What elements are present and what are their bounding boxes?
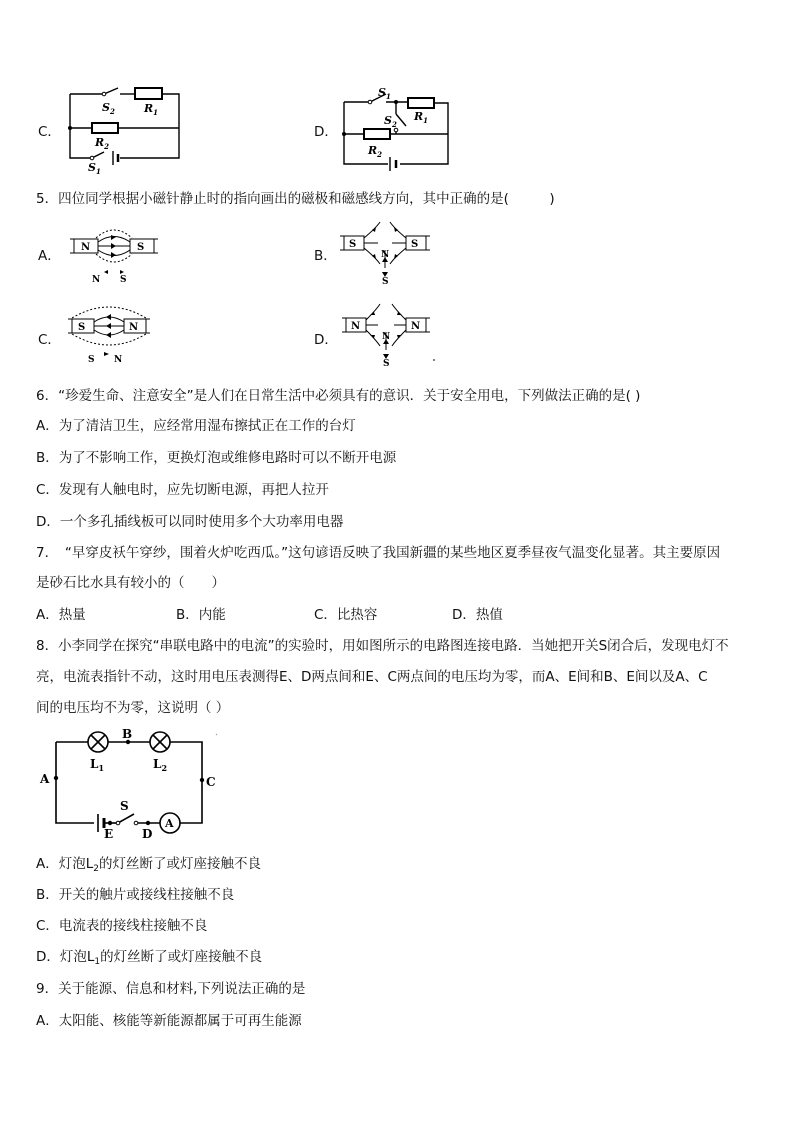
q4-circuit-d [340, 84, 455, 169]
d-s1-label: $S_1$ [378, 86, 391, 101]
d-r2-label: $R_2$ [368, 144, 383, 159]
svg-text:S: S [382, 277, 389, 287]
svg-text:S: S [411, 239, 419, 250]
svg-text:S: S [383, 359, 390, 369]
q7-stem-line1: 7． “早穿皮袄午穿纱，围着火炉吃西瓜。”这句谚语反映了我国新疆的某些地区夏季昼夜气温变化显著。其主要原因 [36, 545, 721, 561]
svg-text:S: S [88, 355, 95, 365]
point-b-label: B [122, 727, 133, 741]
q5-option-c: C． [38, 332, 61, 348]
point-a-label: A [40, 772, 50, 786]
lamp-l1-label: $L_1$ [90, 757, 105, 773]
c-s2-label: $S_2$ [102, 101, 115, 116]
q8-option-c: C．电流表的接线柱接触不良 [36, 918, 208, 934]
q9-option-a: A．太阳能、核能等新能源都属于可再生能源 [36, 1013, 302, 1029]
q8-stem-line1: 8．小李同学在探究“串联电路中的电流”的实验时，用如图所示的电路图连接电路．当她把开关S闭合后，发现电灯不 [36, 638, 729, 654]
point-c-label: C [206, 775, 216, 789]
q4-option-d-label: D． [314, 124, 338, 140]
q5-option-d: D． [314, 332, 338, 348]
q8-option-d: D．灯泡$L_1$的灯丝断了或灯座接触不良 [36, 949, 263, 967]
q5-magnet-c [64, 306, 159, 366]
q6-stem: 6．“珍爱生命、注意安全”是人们在日常生活中必须具有的意识．关于安全用电，下列做法正确的是( ) [36, 388, 641, 404]
q7-option-b: B．内能 [176, 607, 226, 623]
svg-text:N: N [81, 242, 91, 253]
q9-stem: 9．关于能源、信息和材料,下列说法正确的是 [36, 981, 306, 997]
q5-option-b: B． [314, 248, 337, 264]
switch-s-label: S [120, 799, 129, 813]
svg-text:S: S [120, 275, 127, 285]
point-d-label: D [142, 827, 153, 841]
q8-circuit-diagram [36, 728, 226, 840]
svg-text:N: N [381, 250, 390, 260]
svg-text:N: N [411, 321, 421, 332]
q8-stem-line3: 间的电压均不为零，这说明（ ） [36, 700, 230, 716]
q7-option-c: C．比热容 [314, 607, 378, 623]
q4-circuit-c [60, 78, 190, 178]
lamp-l2-label: $L_2$ [153, 757, 168, 773]
q7-option-d: D．热值 [452, 607, 503, 623]
q5-stem: 5．四位同学根据小磁针静止时的指向画出的磁极和磁感线方向，其中正确的是( ) [36, 191, 555, 207]
q5-magnet-d [340, 304, 440, 368]
q7-option-a: A．热量 [36, 607, 86, 623]
q8-option-b: B．开关的触片或接线柱接触不良 [36, 887, 235, 903]
svg-text:N: N [129, 322, 139, 333]
c-s1-label: $S_1$ [88, 161, 101, 176]
q7-stem-line2: 是砂石比水具有较小的（ ） [36, 575, 225, 591]
q6-option-a: A．为了清洁卫生，应经常用湿布擦拭正在工作的台灯 [36, 418, 356, 434]
svg-text:N: N [114, 355, 123, 365]
c-r2-label: $R_2$ [95, 136, 110, 151]
q5-magnet-b [340, 222, 435, 287]
q4-option-c-label: C． [38, 124, 61, 140]
q5-magnet-a [68, 226, 163, 286]
c-r1-label: $R_1$ [144, 102, 159, 117]
q6-option-c: C．发现有人触电时，应先切断电源，再把人拉开 [36, 482, 329, 498]
svg-text:S: S [137, 242, 145, 253]
q5-option-a: A． [38, 248, 61, 264]
svg-text:N: N [92, 275, 101, 285]
point-e-label: E [104, 827, 114, 841]
q8-option-a: A．灯泡$L_2$的灯丝断了或灯座接触不良 [36, 856, 261, 874]
ammeter-label: A [165, 817, 174, 830]
q8-stem-line2: 亮，电流表指针不动，这时用电压表测得E、D两点间和E、C两点间的电压均为零，而A、E间和B、E间以及A、C [36, 669, 708, 685]
d-r1-label: $R_1$ [414, 110, 429, 125]
svg-text:N: N [351, 321, 361, 332]
svg-text:S: S [349, 239, 357, 250]
q6-option-b: B．为了不影响工作，更换灯泡或维修电路时可以不断开电源 [36, 450, 397, 466]
d-s2-label: $S_2$ [384, 114, 397, 129]
svg-text:S: S [78, 322, 86, 333]
svg-text:N: N [382, 332, 391, 342]
q6-option-d: D．一个多孔插线板可以同时使用多个大功率用电器 [36, 514, 344, 530]
